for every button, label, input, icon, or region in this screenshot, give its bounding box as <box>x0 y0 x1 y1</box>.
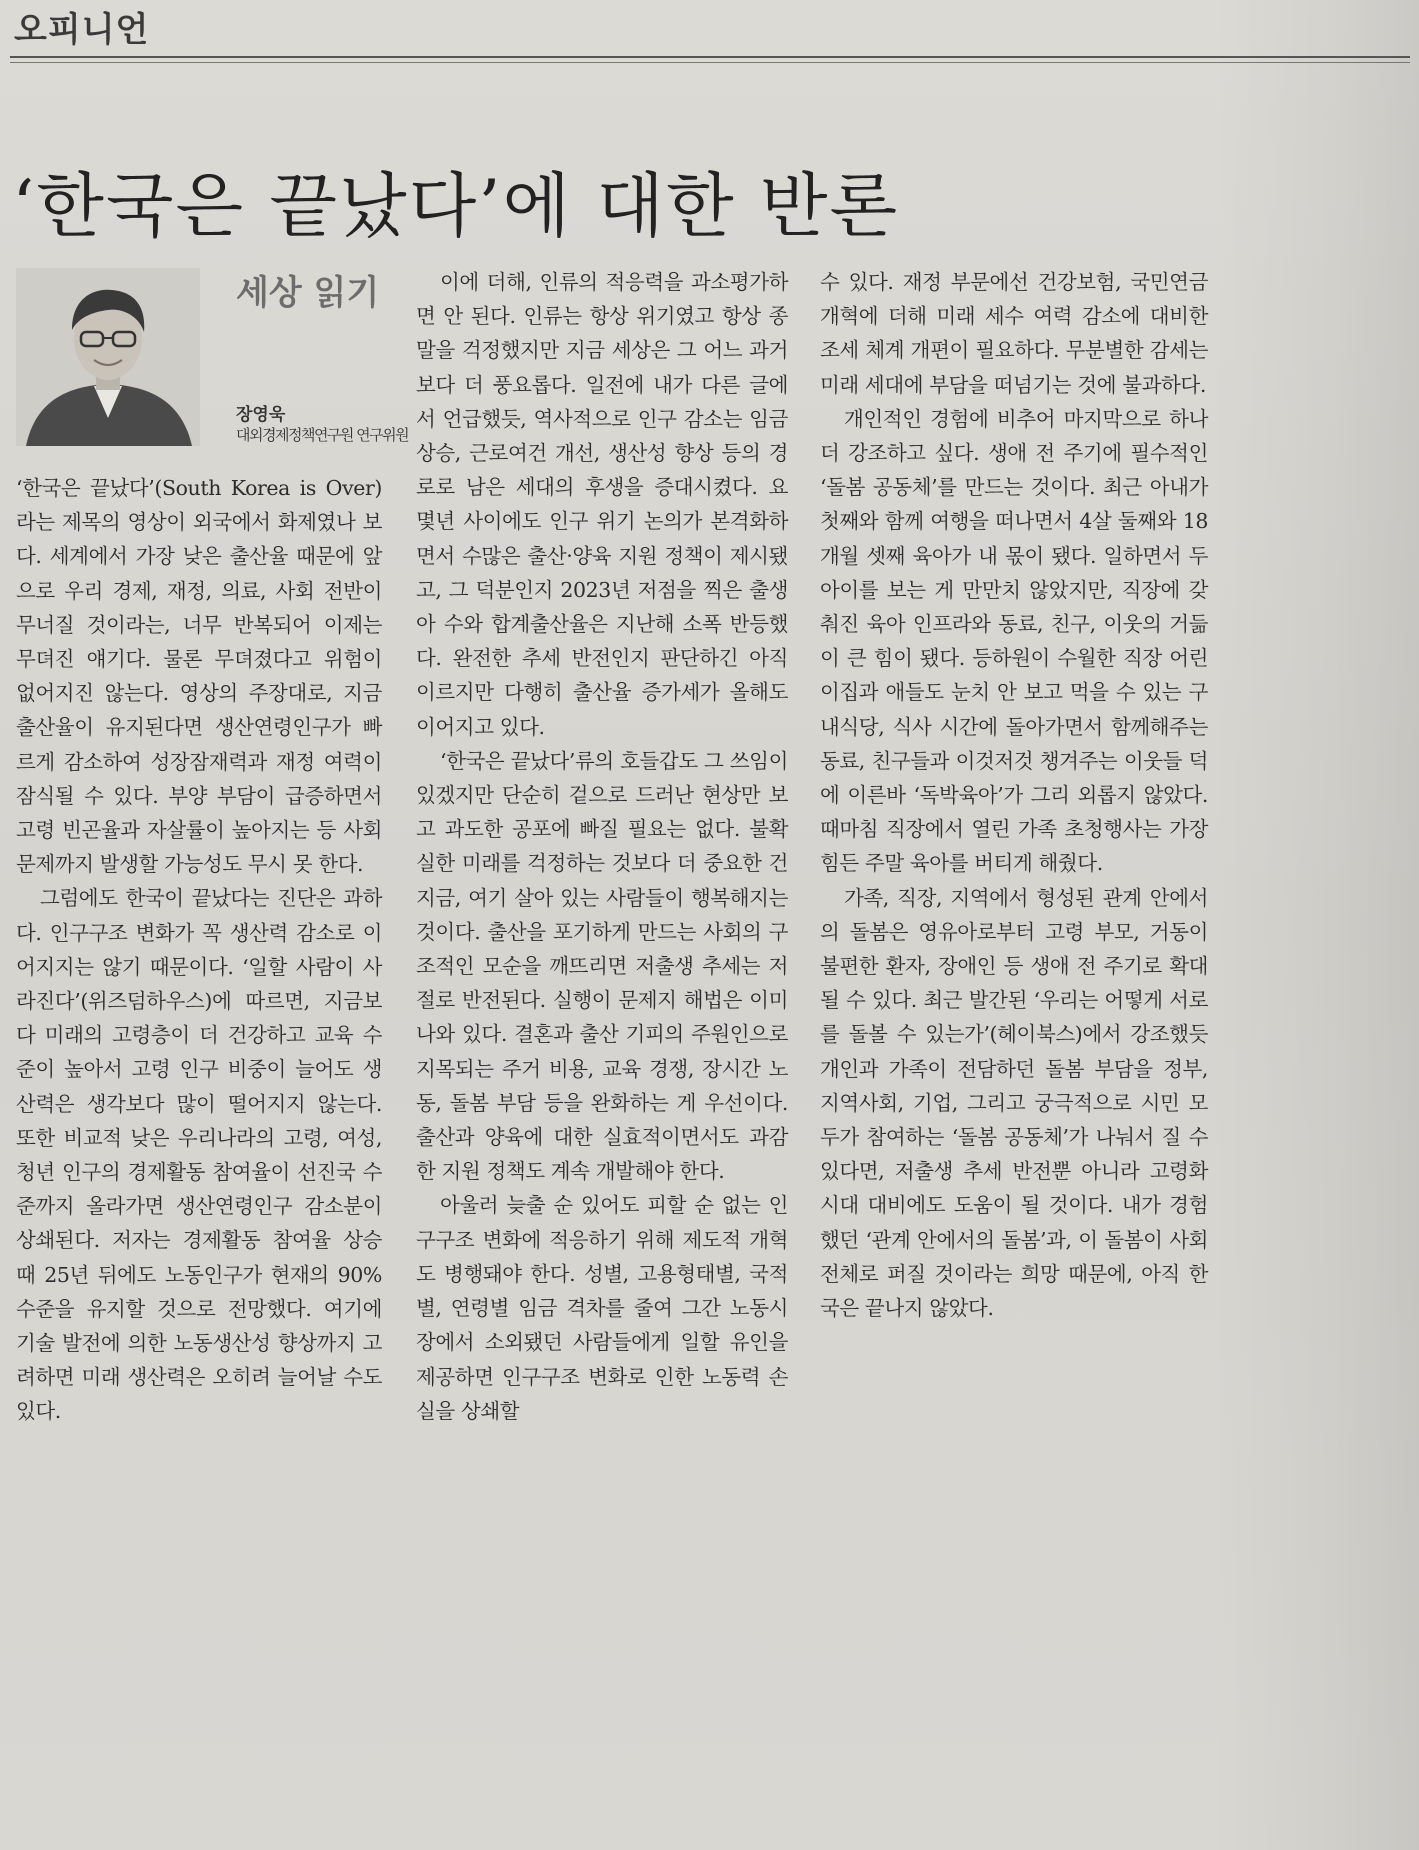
author-portrait-illustration <box>16 268 200 446</box>
paragraph: 가족, 직장, 지역에서 형성된 관계 안에서의 돌봄은 영유아로부터 고령 부모, 거동이 불편한 환자, 장애인 등 생애 전 주기로 확대될 수 있다. 최근 발간된 ‘우리는 어떻게 서로를 돌볼 수 있는가’(헤이북스)에서 강조했듯 개인과 가족이 전담하던 돌봄 부담을 정부, 지역사회, 기업, 그리고 궁극적으로 시민 모두가 참여하는 ‘돌봄 공동체’가 나눠서 질 수 있다면, 저출생 추세 반전뿐 아니라 고령화 시대 대비에도 도움이 될 것이다. 내가 경험했던 ‘관계 안에서의 돌봄’과, 이 돌봄이 사회 전체로 퍼질 것이라는 희망 때문에, 아직 한국은 끝나지 않았다. <box>820 885 1208 1321</box>
article-column-3 <box>820 265 1208 1325</box>
column-title: 세상 읽기 <box>236 273 380 313</box>
article-column-1 <box>16 471 382 1429</box>
paragraph: 개인적인 경험에 비추어 마지막으로 하나 더 강조하고 싶다. 생애 전 주기에 필수적인 ‘돌봄 공동체’를 만드는 것이다. 최근 아내가 첫째와 함께 여행을 떠나면서 4살 둘째와 18개월 셋째 육아가 내 몫이 됐다. 일하면서 두 아이를 보는 게 만만치 않았지만, 직장에 갖춰진 육아 인프라와 동료, 친구, 이웃의 거듦이 큰 힘이 됐다. 등하원이 수월한 직장 어린이집과 애들도 눈치 안 보고 먹을 수 있는 구내식당, 식사 시간에 돌아가면서 함께해주는 동료, 친구들과 이것저것 챙겨주는 이웃들 덕에 이른바 ‘독박육아’가 그리 외롭지 않았다. 때마침 직장에서 열린 가족 초청행사는 가장 힘든 주말 육아를 버티게 해줬다. <box>820 406 1208 876</box>
article-column-2 <box>416 265 788 1428</box>
author-title: 대외경제정책연구원 연구위원 <box>236 426 409 444</box>
paragraph: 이에 더해, 인류의 적응력을 과소평가하면 안 된다. 인류는 항상 위기였고 항상 종말을 걱정했지만 지금 세상은 그 어느 과거보다 더 풍요롭다. 일전에 내가 다른 글에서 언급했듯, 역사적으로 인구 감소는 임금 상승, 근로여건 개선, 생산성 향상 등의 경로로 남은 세대의 후생을 증대시켰다. 요 몇년 사이에도 인구 위기 논의가 본격화하면서 수많은 출산·양육 지원 정책이 제시됐고, 그 덕분인지 2023년 저점을 찍은 출생아 수와 합계출산율은 지난해 소폭 반등했다. 완전한 추세 반전인지 판단하긴 아직 이르지만 다행히 출산율 증가세가 올해도 이어지고 있다. <box>416 270 788 739</box>
author-name: 장영욱 <box>236 405 286 425</box>
paragraph: 그럼에도 한국이 끝났다는 진단은 과하다. 인구구조 변화가 꼭 생산력 감소로 이어지지는 않기 때문이다. ‘일할 사람이 사라진다’(위즈덤하우스)에 따르면, 지금보다 미래의 고령층이 더 건강하고 교육 수준이 높아서 고령 인구 비중이 늘어도 생산력은 생각보다 많이 떨어지지 않는다. 또한 비교적 낮은 우리나라의 고령, 여성, 청년 인구의 경제활동 참여율이 선진국 수준까지 올라가면 생산연령인구 감소분이 상쇄된다. 저자는 경제활동 참여율 상승 때 25년 뒤에도 노동인구가 현재의 90% 수준을 유지할 것으로 전망했다. 여기에 기술 발전에 의한 노동생산성 향상까지 고려하면 미래 생산력은 오히려 늘어날 수도 있다. <box>16 886 382 1424</box>
headline: ‘한국은 끝났다’에 대한 반론 <box>12 165 900 247</box>
section-rule-thin <box>10 62 1410 63</box>
author-photo <box>16 268 200 446</box>
section-label: 오피니언 <box>14 10 150 50</box>
scan-edge-shadow <box>1212 0 1419 1850</box>
paragraph: ‘한국은 끝났다’류의 호들갑도 그 쓰임이 있겠지만 단순히 겉으로 드러난 현상만 보고 과도한 공포에 빠질 필요는 없다. 불확실한 미래를 걱정하는 것보다 더 중요한 건 지금, 여기 살아 있는 사람들이 행복해지는 것이다. 출산을 포기하게 만드는 사회의 구조적인 모순을 깨뜨리면 저출생 추세는 저절로 반전된다. 실행이 문제지 해법은 이미 나와 있다. 결혼과 출산 기피의 주원인으로 지목되는 주거 비용, 교육 경쟁, 장시간 노동, 돌봄 부담 등을 완화하는 게 우선이다. 출산과 양육에 대한 실효적이면서도 과감한 지원 정책도 계속 개발해야 한다. <box>416 748 788 1184</box>
paragraph: ‘한국은 끝났다’(South Korea is Over)라는 제목의 영상이 외국에서 화제였나 보다. 세계에서 가장 낮은 출산율 때문에 앞으로 우리 경제, 재정, 의료, 사회 전반이 무너질 것이라는, 너무 반복되어 이제는 무뎌진 얘기다. 물론 무뎌졌다고 위험이 없어지진 않는다. 영상의 주장대로, 지금 출산율이 유지된다면 생산연령인구가 빠르게 감소하여 성장잠재력과 재정 여력이 잠식될 수 있다. 부양 부담이 급증하면서 고령 빈곤율과 자살률이 높아지는 등 사회문제까지 발생할 가능성도 무시 못 한다. <box>16 476 382 877</box>
paragraph: 수 있다. 재정 부문에선 건강보험, 국민연금 개혁에 더해 미래 세수 여력 감소에 대비한 조세 체계 개편이 필요하다. 무분별한 감세는 미래 세대에 부담을 떠넘기는 것에 불과하다. <box>820 270 1208 397</box>
paragraph: 아울러 늦출 순 있어도 피할 순 없는 인구구조 변화에 적응하기 위해 제도적 개혁도 병행돼야 한다. 성별, 고용형태별, 국적별, 연령별 임금 격차를 줄여 그간 노동시장에서 소외됐던 사람들에게 일할 유인을 제공하면 인구구조 변화로 인한 노동력 손실을 상쇄할 <box>416 1193 788 1423</box>
section-rule <box>10 56 1410 58</box>
